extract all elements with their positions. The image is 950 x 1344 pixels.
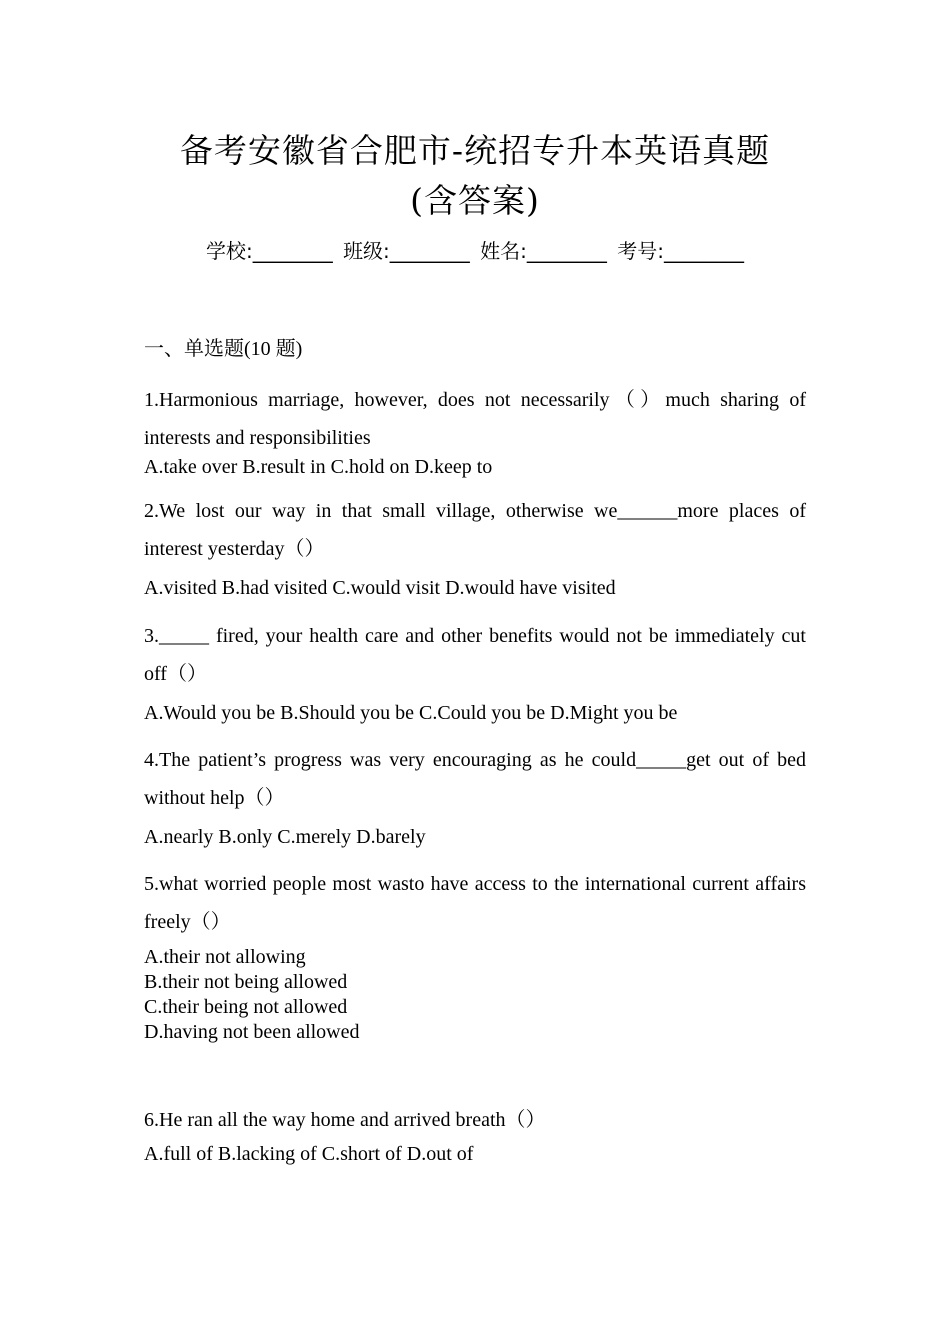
question-options: A.Would you be B.Should you be C.Could you be D.Might you be <box>144 702 678 724</box>
option-a: A.their not allowing <box>144 946 306 968</box>
question-options: A.visited B.had visited C.would visit D.would have visited <box>144 577 616 599</box>
question-stem: 6.He ran all the way home and arrived breath（） <box>144 1109 546 1131</box>
question-1 <box>144 381 806 480</box>
question-5 <box>144 865 806 1045</box>
page-title: 备考安徽省合肥市-统招专升本英语真题 <box>179 131 771 170</box>
page-subtitle: (含答案) <box>410 181 540 220</box>
exam-number-field: 考号:________ <box>617 239 745 263</box>
question-stem: 3._____ fired, your health care and other benefits would not be immediately cut off（） <box>144 625 806 685</box>
student-info-row <box>0 237 950 265</box>
question-3 <box>144 617 806 726</box>
question-stem: 2.We lost our way in that small village, otherwise we______more places of interest yesterday（） <box>144 500 806 560</box>
school-field: 学校:________ <box>205 239 333 263</box>
name-field: 姓名:________ <box>480 239 607 263</box>
question-6 <box>144 1106 806 1167</box>
question-stem: 1.Harmonious marriage, however, does not necessarily（）much sharing of interests and responsibilities <box>144 389 806 449</box>
question-options: A.nearly B.only C.merely D.barely <box>144 826 426 848</box>
question-2 <box>144 492 806 601</box>
option-c: C.their being not allowed <box>144 996 348 1018</box>
question-options: A.take over B.result in C.hold on D.keep to <box>144 456 493 478</box>
question-4 <box>144 741 806 850</box>
class-field: 班级:________ <box>343 239 470 263</box>
section-title: 一、单选题(10 题) <box>144 338 303 360</box>
question-stem: 5.what worried people most wasto have access to the international current affairs freely（） <box>144 873 806 933</box>
option-d: D.having not been allowed <box>144 1021 360 1043</box>
question-options <box>144 945 806 1045</box>
question-stem: 4.The patient’s progress was very encouraging as he could_____get out of bed without help（） <box>144 749 806 809</box>
option-b: B.their not being allowed <box>144 971 348 993</box>
question-options: A.full of B.lacking of C.short of D.out of <box>144 1143 474 1165</box>
